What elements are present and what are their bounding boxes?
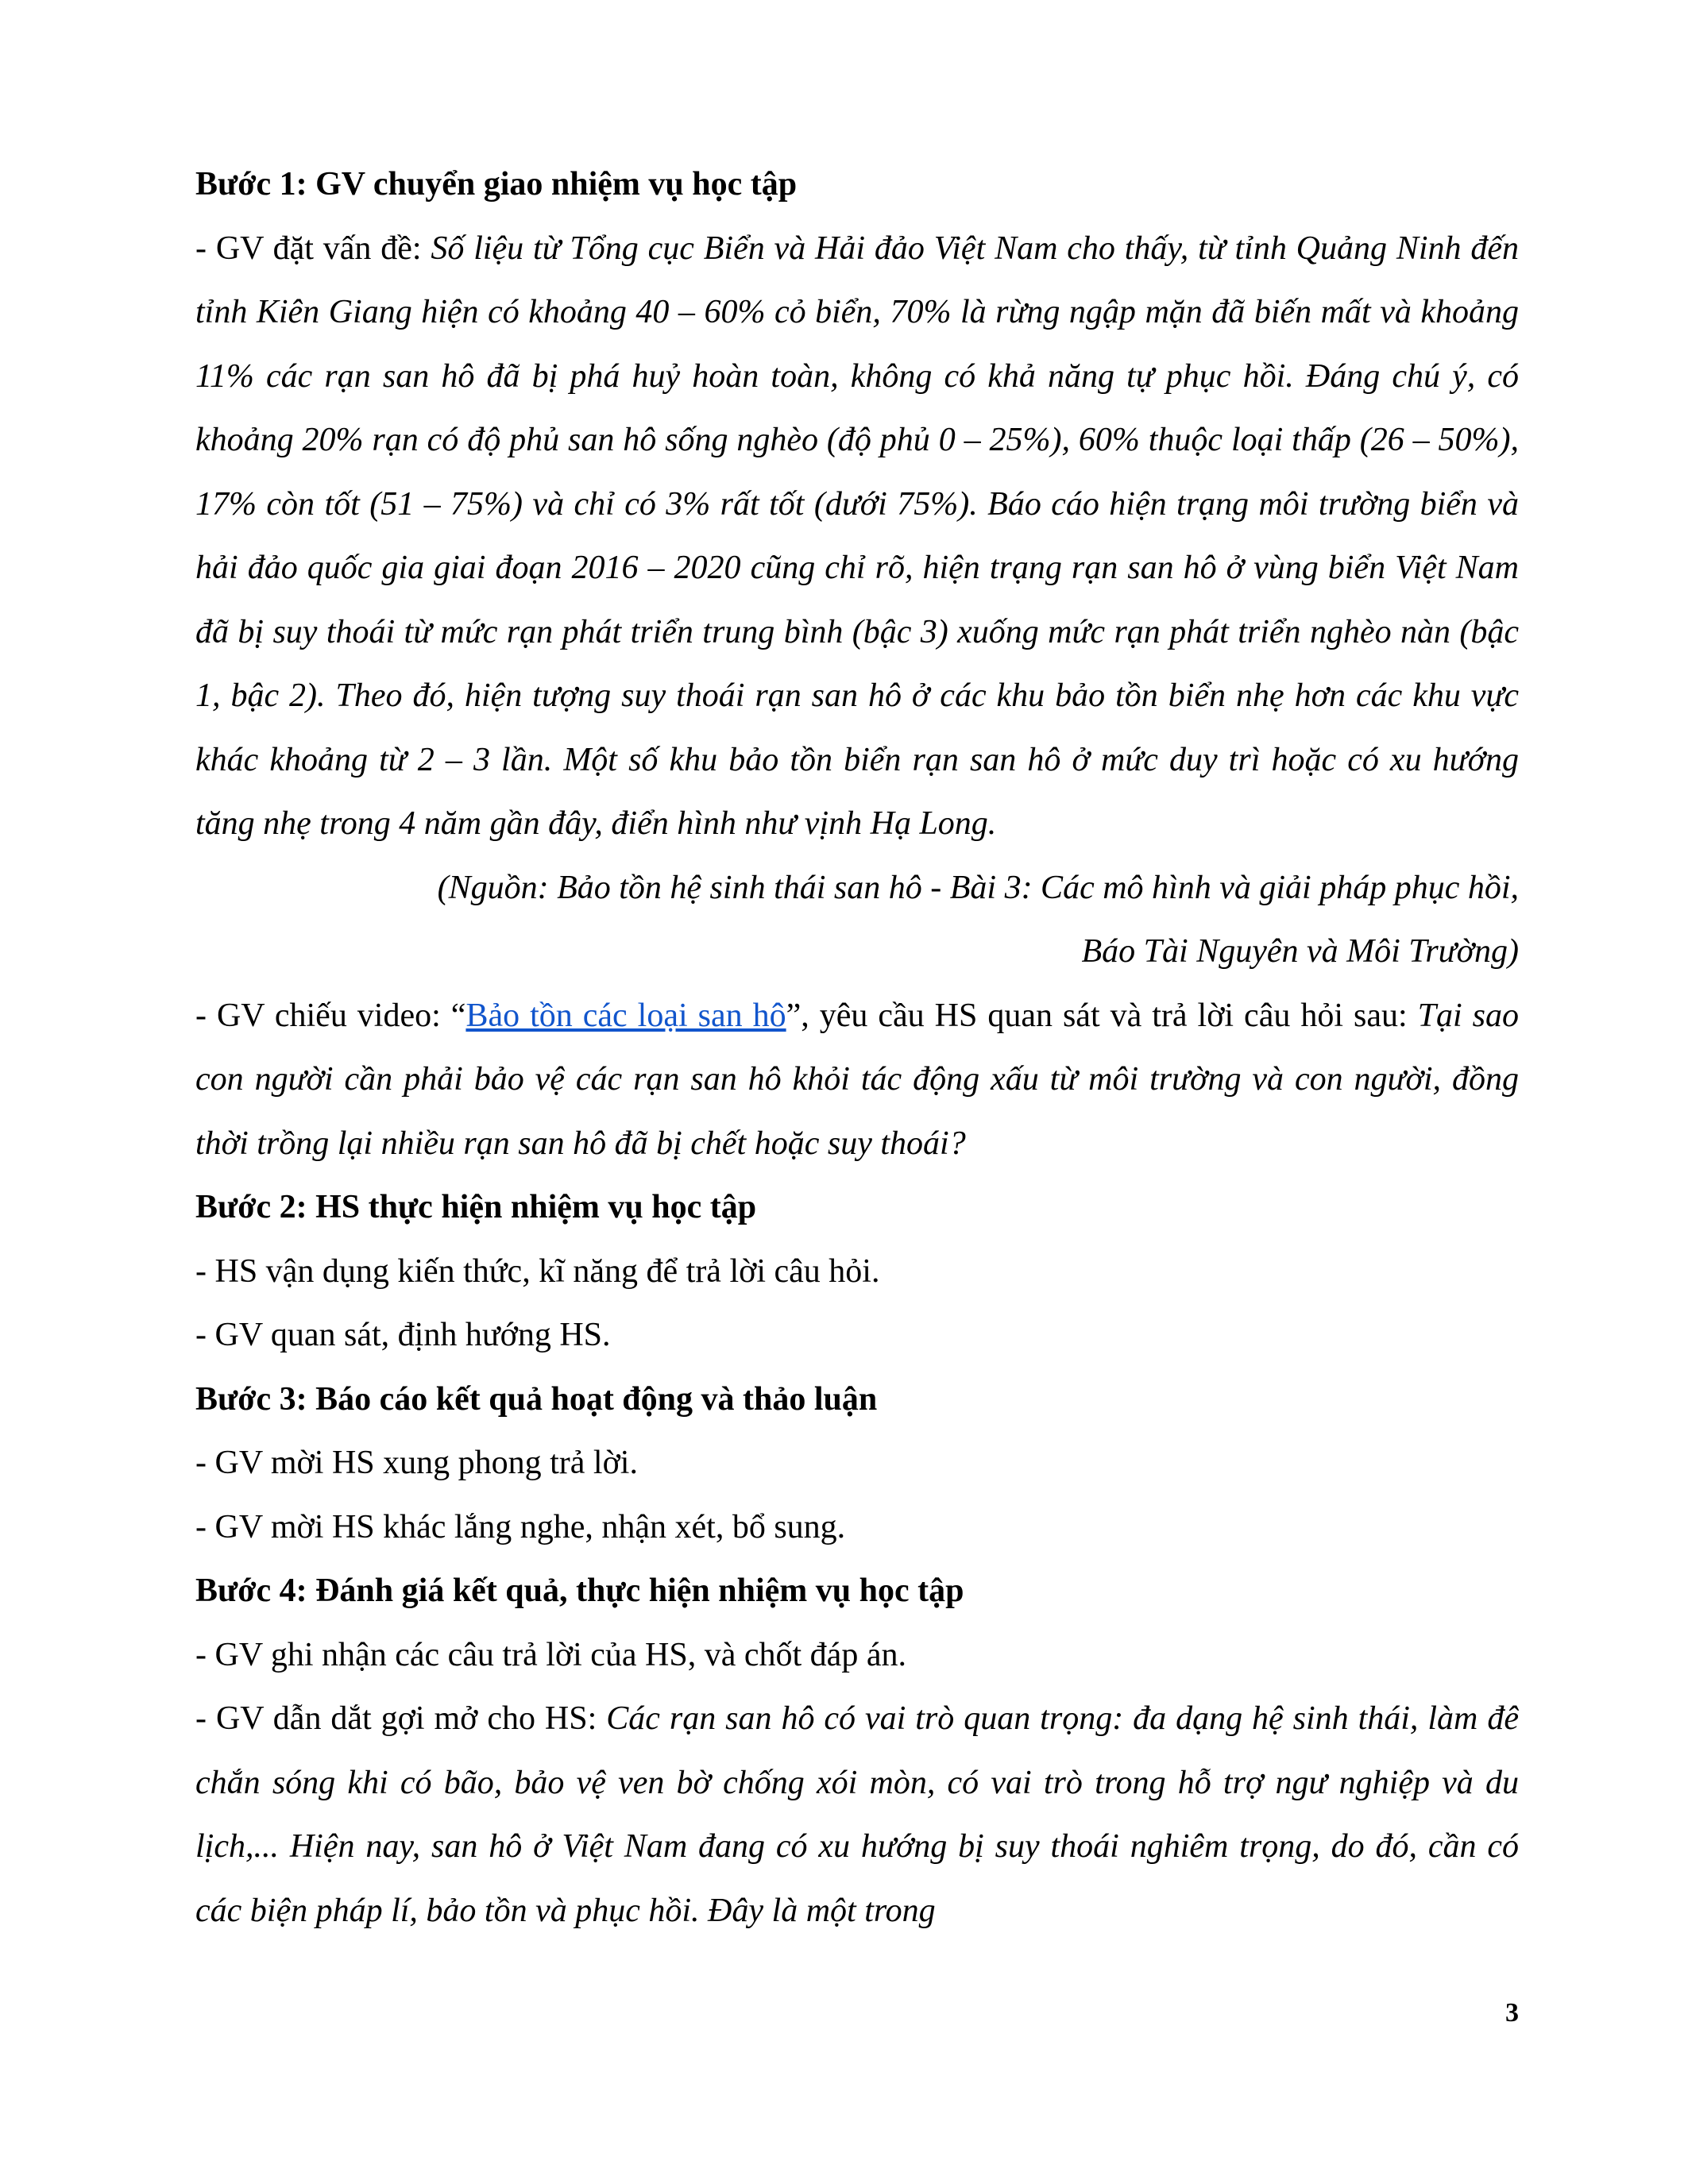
source-citation-line-2: Báo Tài Nguyên và Môi Trường) <box>1081 933 1519 970</box>
video-link[interactable]: Bảo tồn các loại san hô <box>465 997 786 1034</box>
video-instruction-suffix: ”, yêu cầu HS quan sát và trả lời câu hỏi sau: <box>786 997 1418 1034</box>
step2-item: - HS vận dụng kiến thức, kĩ năng để trả lời câu hỏi. <box>195 1252 880 1290</box>
step3-item: - GV mời HS khác lắng nghe, nhận xét, bổ sung. <box>195 1508 846 1545</box>
video-instruction-paragraph <box>195 984 1519 1176</box>
step3-heading: Bước 3: Báo cáo kết quả hoạt động và thảo luận <box>195 1380 878 1418</box>
problem-statement-paragraph <box>195 217 1519 856</box>
guide-prefix: - GV dẫn dắt gợi mở cho HS: <box>195 1700 607 1737</box>
step2-item: - GV quan sát, định hướng HS. <box>195 1317 611 1353</box>
document-page <box>195 152 1519 1943</box>
source-citation-line-1: (Nguồn: Bảo tồn hệ sinh thái san hô - Bài 3: Các mô hình và giải pháp phục hồi, <box>437 869 1519 906</box>
step1-heading: Bước 1: GV chuyển giao nhiệm vụ học tập <box>195 166 798 203</box>
page-number: 3 <box>1505 1998 1519 2028</box>
step4-heading: Bước 4: Đánh giá kết quả, thực hiện nhiệm vụ học tập <box>195 1572 964 1609</box>
step4-item: - GV ghi nhận các câu trả lời của HS, và chốt đáp án. <box>195 1636 906 1673</box>
guide-text: Các rạn san hô có vai trò quan trọng: đa dạng hệ sinh thái, làm đê chắn sóng khi có bão, bảo vệ ven bờ chống xói mòn, có vai trò trong hỗ trợ ngư nghiệp và du lịch,... Hiện nay, san hô ở Việt Nam đang có xu hướng bị suy thoái nghiêm trọng, do đó, cần có các biện pháp lí, bảo tồn và phục hồi. Đây là một trong <box>195 1700 1519 1929</box>
problem-statement-text: Số liệu từ Tổng cục Biển và Hải đảo Việt Nam cho thấy, từ tỉnh Quảng Ninh đến tỉnh Kiên Giang hiện có khoảng 40 – 60% cỏ biển, 70% là rừng ngập mặn đã biến mất và khoảng 11% các rạn san hô đã bị phá huỷ hoàn toàn, không có khả năng tự phục hồi. Đáng chú ý, có khoảng 20% rạn có độ phủ san hô sống nghèo (độ phủ 0 – 25%), 60% thuộc loại thấp (26 – 50%), 17% còn tốt (51 – 75%) và chỉ có 3% rất tốt (dưới 75%). Báo cáo hiện trạng môi trường biển và hải đảo quốc gia giai đoạn 2016 – 2020 cũng chỉ rõ, hiện trạng rạn san hô ở vùng biển Việt Nam đã bị suy thoái từ mức rạn phát triển trung bình (bậc 3) xuống mức rạn phát triển nghèo nàn (bậc 1, bậc 2). Theo đó, hiện tượng suy thoái rạn san hô ở các khu bảo tồn biển nhẹ hơn các khu vực khác khoảng từ 2 – 3 lần. Một số khu bảo tồn biển rạn san hô ở mức duy trì hoặc có xu hướng tăng nhẹ trong 4 năm gần đây, điển hình như vịnh Hạ Long. <box>195 230 1520 842</box>
step2-heading: Bước 2: HS thực hiện nhiệm vụ học tập <box>195 1189 757 1225</box>
guide-paragraph <box>195 1687 1519 1943</box>
discussion-question: Tại sao con người cần phải bảo vệ các rạn san hô khỏi tác động xấu từ môi trường và con người, đồng thời trồng lại nhiều rạn san hô đã bị chết hoặc suy thoái? <box>195 997 1520 1162</box>
video-instruction-prefix: - GV chiếu video: “ <box>195 997 466 1034</box>
problem-statement-prefix: - GV đặt vấn đề: <box>195 230 431 267</box>
step3-item: - GV mời HS xung phong trả lời. <box>195 1445 638 1481</box>
